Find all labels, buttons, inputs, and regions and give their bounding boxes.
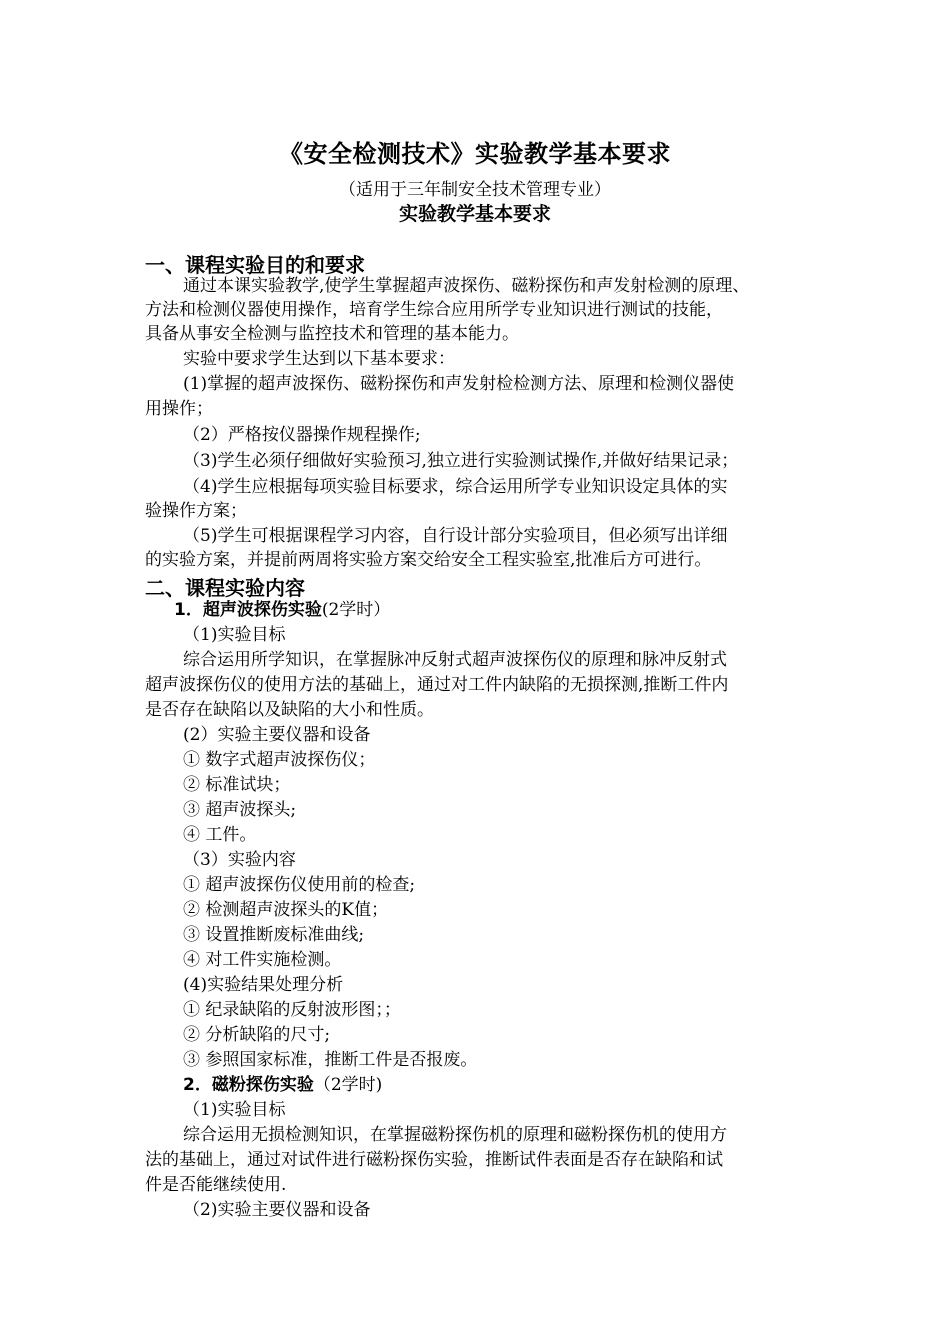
- requirement-item: 验操作方案；: [145, 501, 247, 521]
- paragraph-line: 通过本课实验教学,使学生掌握超声波探伤、磁粉探伤和声发射检测的原理、: [183, 276, 750, 296]
- experiment-1-hours: (2学时）: [321, 600, 391, 620]
- experiment-title: [183, 1073, 382, 1097]
- subheading: （1)实验目标: [183, 625, 286, 645]
- experiment-2-hours: （2学时): [313, 1075, 383, 1095]
- requirement-item: （4)学生应根据每项实验目标要求，综合运用所学专业知识设定具体的实: [183, 477, 728, 497]
- list-item: ③ 参照国家标准，推断工件是否报废。: [183, 1050, 478, 1070]
- paragraph-line: 是否存在缺陷以及缺陷的大小和性质。: [145, 700, 434, 720]
- subheading: (2）实验主要仪器和设备: [183, 725, 371, 745]
- subheading: （1)实验目标: [183, 1100, 286, 1120]
- document-section-title: 实验教学基本要求: [398, 203, 551, 225]
- list-item: ④ 工件。: [183, 825, 257, 845]
- requirement-item: （2）严格按仪器操作规程操作;: [183, 425, 421, 445]
- list-item: ④ 对工件实施检测。: [183, 950, 342, 970]
- requirement-item: 用操作；: [145, 399, 213, 419]
- paragraph-line: 方法和检测仪器使用操作，培育学生综合应用所学专业知识进行测试的技能，: [145, 300, 723, 320]
- requirement-item: 的实验方案，并提前两周将实验方案交给安全工程实验室,批准后方可进行。: [145, 550, 712, 570]
- requirement-item: (1)掌握的超声波探伤、磁粉探伤和声发射检检测方法、原理和检测仪器使: [183, 374, 735, 394]
- list-item: ① 纪录缺陷的反射波形图；；: [183, 1000, 401, 1020]
- paragraph-line: 具备从事安全检测与监控技术和管理的基本能力。: [145, 324, 519, 344]
- paragraph-line: 综合运用无损检测知识，在掌握磁粉探伤机的原理和磁粉探伤机的使用方: [183, 1125, 727, 1145]
- paragraph-line: 超声波探伤仪的使用方法的基础上，通过对工件内缺陷的无损探测,推断工件内: [145, 675, 729, 695]
- paragraph-line: 实验中要求学生达到以下基本要求：: [183, 349, 455, 369]
- list-item: ② 分析缺陷的尺寸;: [183, 1025, 331, 1045]
- list-item: ③ 超声波探头;: [183, 800, 297, 820]
- requirement-item: （5)学生可根据课程学习内容，自行设计部分实验项目，但必须写出详细: [183, 526, 728, 546]
- subheading: （2)实验主要仪器和设备: [183, 1200, 371, 1220]
- paragraph-line: 法的基础上，通过对试件进行磁粉探伤实验，推断试件表面是否存在缺陷和试: [145, 1150, 723, 1170]
- document-title: 《安全检测技术》实验教学基本要求: [279, 140, 671, 168]
- document-subtitle: （适用于三年制安全技术管理专业）: [339, 180, 611, 200]
- section-heading-content: 二、课程实验内容: [145, 576, 305, 600]
- list-item: ① 数字式超声波探伤仪；: [183, 750, 376, 770]
- subheading: (4)实验结果处理分析: [183, 975, 344, 995]
- paragraph-line: 综合运用所学知识，在掌握脉冲反射式超声波探伤仪的原理和脉冲反射式: [183, 650, 727, 670]
- experiment-title: [174, 598, 390, 622]
- requirement-item: （3)学生必须仔细做好实验预习,独立进行实验测试操作,并做好结果记录；: [183, 451, 739, 471]
- list-item: ② 检测超声波探头的K值；: [183, 900, 389, 920]
- section-heading-objectives: 一、课程实验目的和要求: [145, 253, 365, 277]
- list-item: ② 标准试块；: [183, 775, 291, 795]
- list-item: ① 超声波探伤仪使用前的检查;: [183, 875, 416, 895]
- experiment-1-name: 1．超声波探伤实验: [174, 600, 322, 620]
- experiment-2-name: 2．磁粉探伤实验: [183, 1075, 314, 1095]
- subheading: （3）实验内容: [183, 850, 296, 870]
- paragraph-line: 件是否能继续使用.: [145, 1175, 287, 1195]
- list-item: ③ 设置推断废标准曲线;: [183, 925, 365, 945]
